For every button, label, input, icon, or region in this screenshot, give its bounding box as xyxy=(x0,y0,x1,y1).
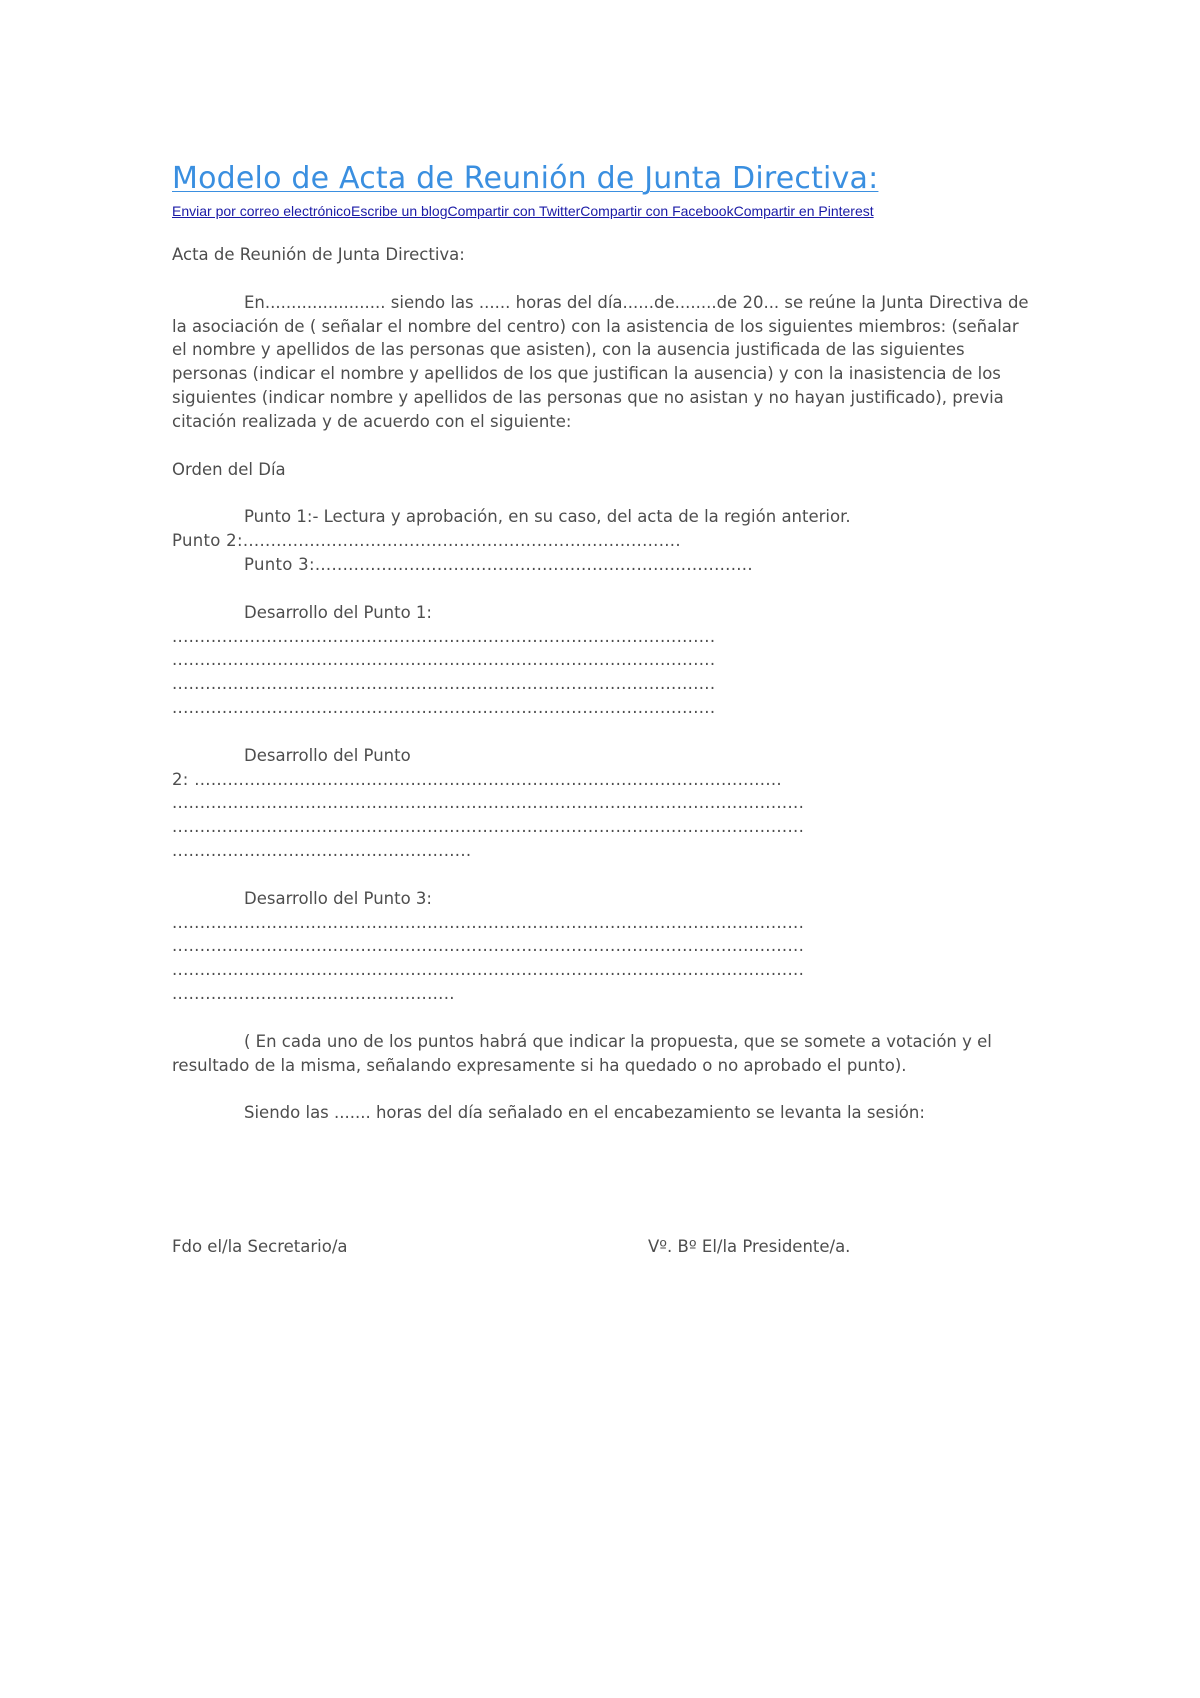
development-1-line: .................................................................................................. xyxy=(172,697,716,717)
share-facebook-link[interactable]: Compartir con Facebook xyxy=(580,203,734,219)
intro-paragraph: En....................... siendo las ...... horas del día......de........de 20... se reúne la Junta Directiva de la asociación de ( señalar el nombre del centro) con la asistencia de los siguientes miembros: (señalar el nombre y apellidos de las personas que asisten), con la ausencia justificada de las siguientes personas (indicar el nombre y apellidos de los que justifican la ausencia) y con la inasistencia de los siguientes (indicar nombre y apellidos de las personas que no asistan y no hayan justificado), previa citación realizada y de acuerdo con el siguiente: xyxy=(172,292,1029,431)
share-pinterest-link[interactable]: Compartir en Pinterest xyxy=(733,203,874,219)
development-3-line: ................................................... xyxy=(172,983,455,1003)
signature-secretary: Fdo el/la Secretario/a xyxy=(172,1237,348,1257)
development-2-line: 2: .......................................................................................................... xyxy=(172,769,782,789)
note-paragraph: ( En cada uno de los puntos habrá que indicar la propuesta, que se somete a votación y el resultado de la misma, señalando expresamente si ha quedado o no aprobado el punto). xyxy=(172,1031,992,1075)
agenda-point-3: Punto 3:............................................................................... xyxy=(244,554,753,574)
document-page xyxy=(172,160,1032,1259)
development-3-line: .................................................................................................................. xyxy=(172,936,805,956)
share-links xyxy=(172,202,1032,220)
agenda-point-1: Punto 1:- Lectura y aprobación, en su caso, del acta de la región anterior. xyxy=(244,507,851,527)
development-1-line: .................................................................................................. xyxy=(172,626,716,646)
development-3-line: .................................................................................................................. xyxy=(172,960,805,980)
development-2-heading: Desarrollo del Punto xyxy=(244,745,411,765)
development-2-line: .................................................................................................................. xyxy=(172,817,805,837)
closing-paragraph: Siendo las ....... horas del día señalado en el encabezamiento se levanta la sesión: xyxy=(244,1103,925,1123)
development-1-line: .................................................................................................. xyxy=(172,674,716,694)
agenda-heading: Orden del Día xyxy=(172,459,286,479)
development-1-heading: Desarrollo del Punto 1: xyxy=(244,602,432,622)
document-heading: Acta de Reunión de Junta Directiva: xyxy=(172,245,465,264)
development-2-line: .................................................................................................................. xyxy=(172,793,805,813)
share-blog-link[interactable]: Escribe un blog xyxy=(350,203,448,219)
signature-row xyxy=(172,1235,1032,1259)
development-3-heading: Desarrollo del Punto 3: xyxy=(244,888,432,908)
development-1-line: .................................................................................................. xyxy=(172,650,716,670)
signature-president: Vº. Bº El/la Presidente/a. xyxy=(648,1237,851,1257)
share-twitter-link[interactable]: Compartir con Twitter xyxy=(447,203,581,219)
agenda-point-2: Punto 2:............................................................................... xyxy=(172,531,681,551)
share-email-link[interactable]: Enviar por correo electrónico xyxy=(172,203,351,219)
document-title-link[interactable]: Modelo de Acta de Reunión de Junta Directiva: xyxy=(172,161,879,196)
development-3-line: .................................................................................................................. xyxy=(172,912,805,932)
development-2-line: ...................................................... xyxy=(172,840,472,860)
